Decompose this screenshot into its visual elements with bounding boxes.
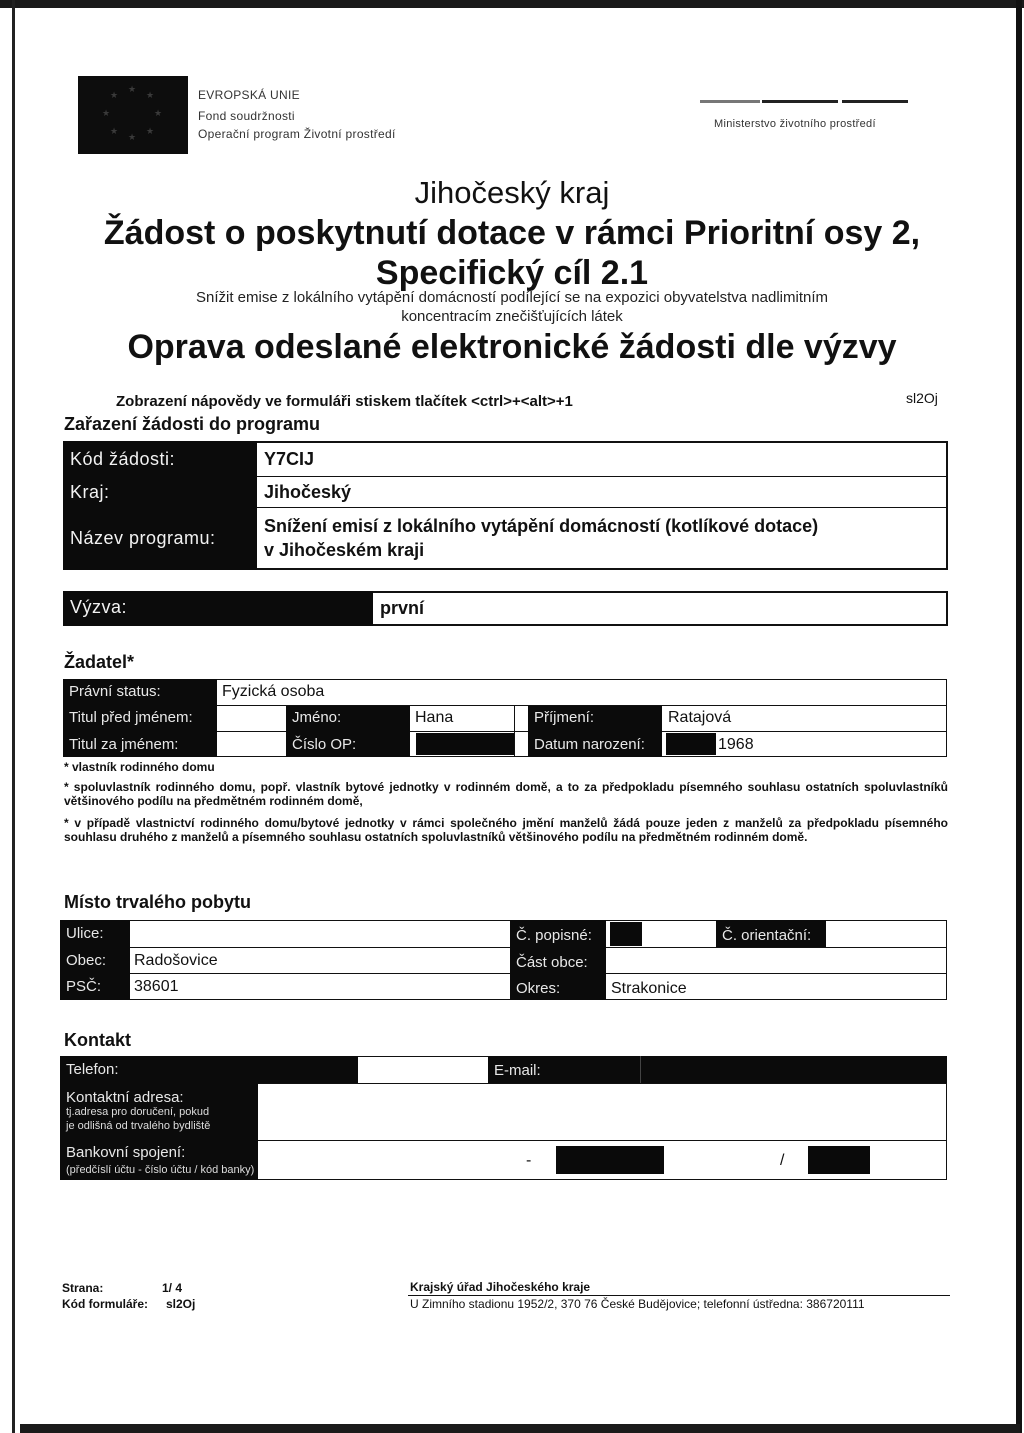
contact-heading: Kontakt xyxy=(64,1030,131,1050)
ministry-logo-line xyxy=(842,100,908,103)
office-address: U Zimního stadionu 1952/2, 370 76 České Budějovice; telefonní ústředna: 386720111 xyxy=(410,1297,865,1311)
pravni-status-label: Právní status: xyxy=(69,683,161,700)
eu-fund-label: Fond soudržnosti xyxy=(198,109,295,123)
bankovni-spojeni-label: Bankovní spojení: xyxy=(66,1144,186,1161)
ulice-label: Ulice: xyxy=(66,925,104,942)
redacted-house-number xyxy=(610,922,642,946)
vyzva-value: první xyxy=(380,598,425,618)
prijmeni-label: Příjmení: xyxy=(534,709,595,726)
jmeno-value: Hana xyxy=(415,709,454,726)
ministry-logo-line xyxy=(762,100,838,103)
kraj-value: Jihočeský xyxy=(264,482,352,502)
bankovni-spojeni-note: (předčíslí účtu - číslo účtu / kód banky) xyxy=(66,1164,255,1176)
main-title-line1: Žádost o poskytnutí dotace v rámci Prioritní osy 2, xyxy=(103,214,921,252)
obec-value: Radošovice xyxy=(134,952,218,969)
eu-flag-logo: ★ ★ ★ ★ ★ ★ ★ ★ xyxy=(78,76,188,154)
cast-obce-label: Část obce: xyxy=(516,954,588,971)
pravni-status-value: Fyzická osoba xyxy=(222,683,325,700)
prijmeni-value: Ratajová xyxy=(668,709,732,726)
subtitle-line1: Snížit emise z lokálního vytápění domácností podílející se na expozici obyvatelstva nadlimitním xyxy=(196,289,828,306)
psc-value: 38601 xyxy=(134,978,179,995)
redacted-id-number xyxy=(416,733,514,755)
applicant-heading: Žadatel* xyxy=(64,652,135,672)
ministry-label: Ministerstvo životního prostředí xyxy=(714,118,876,130)
footer-divider xyxy=(408,1295,950,1296)
kod-zadosti-value: Y7CIJ xyxy=(264,449,315,469)
kod-zadosti-label: Kód žádosti: xyxy=(70,449,176,469)
cislo-popisne-label: Č. popisné: xyxy=(516,927,592,944)
help-hint: Zobrazení nápovědy ve formuláři stiskem tlačítek <ctrl>+<alt>+1 xyxy=(116,393,573,410)
vyzva-label: Výzva: xyxy=(70,597,128,617)
program-section-heading: Zařazení žádosti do programu xyxy=(64,414,321,434)
okres-label: Okres: xyxy=(516,980,561,997)
redacted-bank-code xyxy=(808,1146,870,1174)
ministry-logo-line xyxy=(700,100,760,103)
divider xyxy=(257,507,948,508)
divider xyxy=(640,1056,641,1083)
psc-label: PSČ: xyxy=(66,978,102,995)
redacted-account-number xyxy=(556,1146,664,1174)
okres-value: Strakonice xyxy=(611,980,687,997)
correction-title: Oprava odeslané elektronické žádosti dle výzvy xyxy=(127,328,897,366)
titul-pred-label: Titul před jménem: xyxy=(69,709,193,726)
strana-label: Strana: xyxy=(62,1281,104,1295)
note-co-owner: * spoluvlastník rodinného domu, popř. vlastník bytové jednotky v rodinném domě, a to za předpokladu písemného souhlasu ostatních spoluvlastníků většinového podílu na předmětném rodinném domě, xyxy=(64,780,948,808)
strana-value: 1/ 4 xyxy=(162,1281,183,1295)
kod-formulare-value: sl2Oj xyxy=(166,1297,196,1311)
nazev-programu-value-line2: v Jihočeském kraji xyxy=(264,540,425,560)
email-label: E-mail: xyxy=(494,1062,541,1079)
divider xyxy=(257,476,948,477)
region-title: Jihočeský kraj xyxy=(414,175,610,210)
kontaktni-adresa-note-2: je odlišná od trvalého bydliště xyxy=(66,1120,211,1132)
nazev-programu-label: Název programu: xyxy=(70,528,216,548)
redacted-birth-date xyxy=(666,733,716,755)
nazev-programu-value-line1: Snížení emisí z lokálního vytápění domácností (kotlíkové dotace) xyxy=(264,516,819,536)
email-cell xyxy=(488,1056,947,1083)
account-slash: / xyxy=(780,1152,785,1169)
scan-border-bottom xyxy=(20,1424,1020,1433)
cislo-op-label: Číslo OP: xyxy=(292,736,357,753)
kraj-label: Kraj: xyxy=(70,482,110,502)
eu-label: EVROPSKÁ UNIE xyxy=(198,88,300,102)
note-spouses: * v případě vlastnictví rodinného domu/bytové jednotky v rámci společného jmění manželů žádá pouze jeden z manželů za předpokladu písemného souhlasu druhého z manželů a písemného souhlasu ostatních spoluvlastníků většinového podílu na předmětném rodinném domě. xyxy=(64,816,948,844)
kontaktni-adresa-note-1: tj.adresa pro doručení, pokud xyxy=(66,1106,210,1118)
divider xyxy=(60,947,947,948)
scan-border-top xyxy=(0,0,1024,8)
divider xyxy=(514,706,515,757)
kod-formulare-label: Kód formuláře: xyxy=(62,1297,149,1311)
telefon-label: Telefon: xyxy=(66,1061,119,1078)
cislo-orientacni-label: Č. orientační: xyxy=(722,927,812,944)
note-owner: * vlastník rodinného domu xyxy=(64,760,215,774)
divider xyxy=(60,973,947,974)
obec-label: Obec: xyxy=(66,952,107,969)
jmeno-label: Jméno: xyxy=(292,709,342,726)
datum-narozeni-label: Datum narození: xyxy=(534,736,645,753)
datum-narozeni-value: 1968 xyxy=(718,736,754,753)
subtitle-line2: koncentracím znečišťujících látek xyxy=(401,308,623,325)
account-dash: - xyxy=(526,1152,532,1169)
office-name: Krajský úřad Jihočeského kraje xyxy=(410,1280,591,1294)
form-code-top: sl2Oj xyxy=(906,390,938,406)
main-title-line2: Specifický cíl 2.1 xyxy=(375,254,649,292)
eu-program-label: Operační program Životní prostředí xyxy=(198,127,396,141)
residence-heading: Místo trvalého pobytu xyxy=(64,892,252,912)
kontaktni-adresa-label: Kontaktní adresa: xyxy=(66,1089,184,1106)
titul-za-label: Titul za jménem: xyxy=(69,736,179,753)
